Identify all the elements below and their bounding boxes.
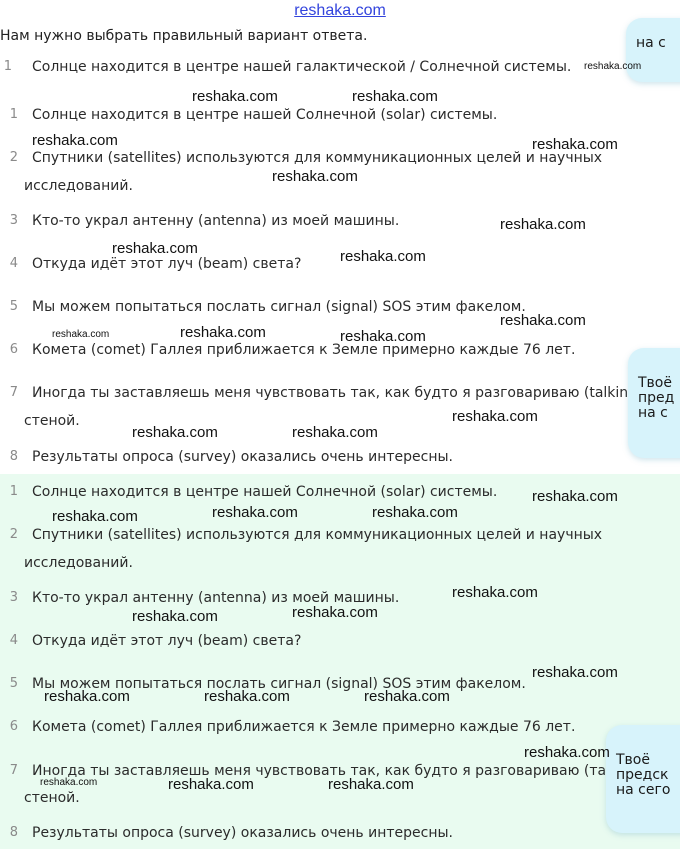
item-text: Солнце находится в центре нашей Солнечной (solar) системы.	[32, 107, 498, 123]
watermark: reshaka.com	[212, 504, 298, 521]
item-text: Мы можем попытаться послать сигнал (signal) SOS этим факелом.	[32, 676, 526, 692]
watermark: reshaka.com	[372, 504, 458, 521]
item-continuation: исследований.	[24, 555, 133, 571]
site-title-link[interactable]: reshaka.com	[294, 2, 386, 19]
watermark: reshaka.com	[132, 424, 218, 441]
item-text: Откуда идёт этот луч (beam) света?	[32, 633, 302, 649]
item-text: Кто-то украл антенну (antenna) из моей машины.	[32, 590, 400, 606]
item-number: 2	[9, 527, 18, 542]
watermark: reshaka.com	[532, 488, 618, 505]
item-number: 7	[9, 763, 18, 778]
item-number: 6	[9, 719, 18, 734]
item-number: 3	[9, 590, 18, 605]
bubble-line: на с	[638, 405, 668, 421]
bubble-line: предск	[616, 767, 669, 783]
item-text: Спутники (satellites) используются для коммуникационных целей и научных	[32, 150, 603, 166]
item-number: 3	[9, 213, 18, 228]
watermark: reshaka.com	[40, 777, 98, 788]
item-number: 4	[9, 256, 18, 271]
watermark: reshaka.com	[532, 136, 618, 153]
item-text: Иногда ты заставляешь меня чувствовать так, как будто я разговариваю (talkin	[32, 385, 629, 401]
item-continuation: стеной.	[24, 790, 80, 806]
watermark: reshaka.com	[180, 324, 266, 341]
item-number: 7	[9, 385, 18, 400]
watermark: reshaka.com	[340, 248, 426, 265]
bubble-line: на сего	[616, 782, 671, 798]
item-text: Комета (comet) Галлея приближается к Земле примерно каждые 76 лет.	[32, 719, 576, 735]
watermark: reshaka.com	[52, 508, 138, 525]
item-number: 1	[9, 107, 18, 122]
watermark: reshaka.com	[44, 688, 130, 705]
watermark: reshaka.com	[328, 776, 414, 793]
item-text: Кто-то украл антенну (antenna) из моей машины.	[32, 213, 400, 229]
item-number: 4	[9, 633, 18, 648]
chat-bubble-top[interactable]	[626, 18, 680, 82]
item-text: Спутники (satellites) используются для коммуникационных целей и научных	[32, 527, 603, 543]
watermark: reshaka.com	[52, 329, 110, 340]
item-number: 2	[9, 150, 18, 165]
item-continuation: исследований.	[24, 178, 133, 194]
item-text: Иногда ты заставляешь меня чувствовать так, как будто я разговариваю (та	[32, 763, 607, 779]
bubble-line: Твоё	[616, 752, 650, 768]
watermark: reshaka.com	[32, 132, 118, 149]
item-number: 1	[9, 484, 18, 499]
watermark: reshaka.com	[500, 216, 586, 233]
watermark: reshaka.com	[584, 61, 642, 72]
watermark: reshaka.com	[364, 688, 450, 705]
watermark: reshaka.com	[204, 688, 290, 705]
watermark: reshaka.com	[452, 584, 538, 601]
chat-bubble-bottom[interactable]	[606, 725, 680, 833]
item-text: Солнце находится в центре нашей Солнечной (solar) системы.	[32, 484, 498, 500]
intro-text: Нам нужно выбрать правильный вариант ответа.	[0, 28, 368, 44]
bubble-line: Твоё	[638, 375, 672, 391]
chat-bubble-middle[interactable]	[628, 348, 680, 458]
watermark: reshaka.com	[168, 776, 254, 793]
watermark: reshaka.com	[500, 312, 586, 329]
watermark: reshaka.com	[352, 88, 438, 105]
item-number: 8	[9, 825, 18, 840]
bubble-line: на с	[636, 35, 666, 51]
watermark: reshaka.com	[112, 240, 198, 257]
watermark: reshaka.com	[524, 744, 610, 761]
item-text: Откуда идёт этот луч (beam) света?	[32, 256, 302, 272]
item-number: 8	[9, 449, 18, 464]
watermark: reshaka.com	[292, 604, 378, 621]
watermark: reshaka.com	[532, 664, 618, 681]
item-text: Мы можем попытаться послать сигнал (signal) SOS этим факелом.	[32, 299, 526, 315]
watermark: reshaka.com	[452, 408, 538, 425]
item-text: Комета (comet) Галлея приближается к Земле примерно каждые 76 лет.	[32, 342, 576, 358]
item-text: Результаты опроса (survey) оказались очень интересны.	[32, 449, 454, 465]
watermark: reshaka.com	[292, 424, 378, 441]
item-number: 5	[9, 676, 18, 691]
item-continuation: стеной.	[24, 413, 80, 429]
watermark: reshaka.com	[132, 608, 218, 625]
item-number: 1	[3, 59, 12, 74]
bubble-line: пред	[638, 390, 675, 406]
item-number: 5	[9, 299, 18, 314]
watermark: reshaka.com	[272, 168, 358, 185]
item-text: Солнце находится в центре нашей галактической / Солнечной системы.	[32, 59, 572, 75]
item-text: Результаты опроса (survey) оказались очень интересны.	[32, 825, 454, 841]
item-number: 6	[9, 342, 18, 357]
watermark: reshaka.com	[340, 328, 426, 345]
list-item	[0, 385, 632, 405]
watermark: reshaka.com	[192, 88, 278, 105]
